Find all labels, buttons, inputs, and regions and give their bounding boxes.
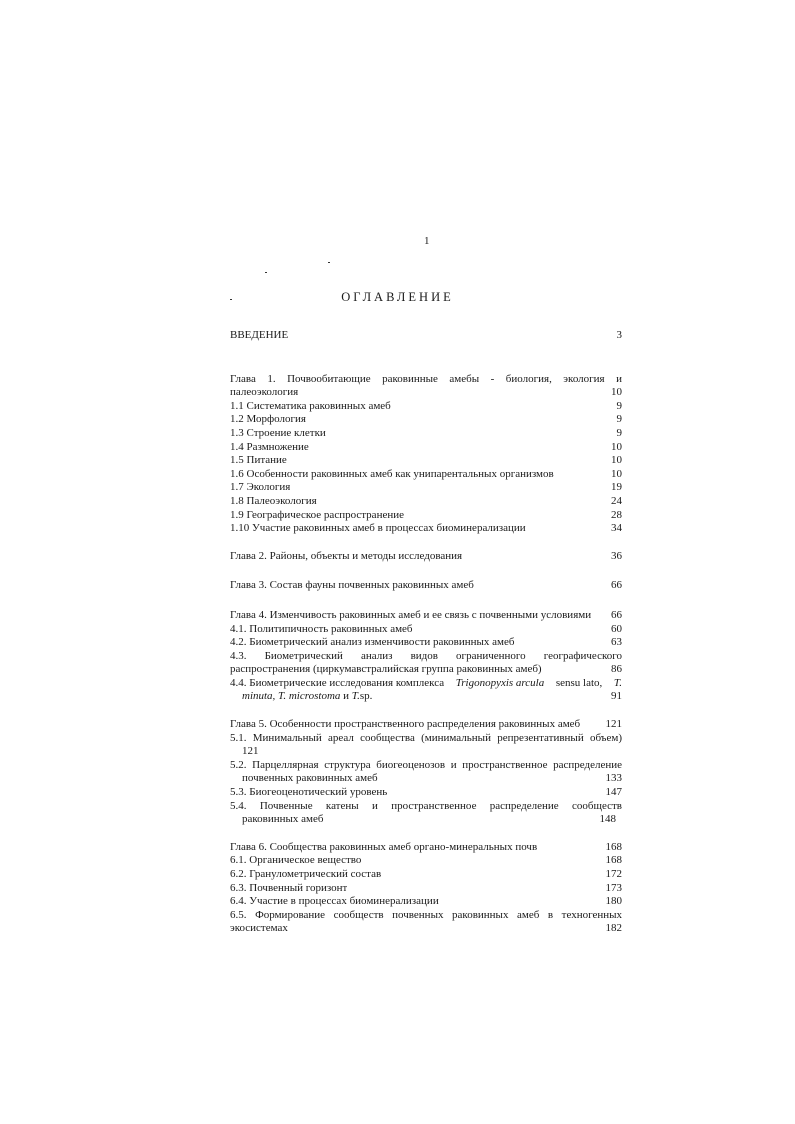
table-of-contents [230, 329, 622, 936]
toc-item-5-2[interactable]: 5.2. Парцеллярная структура биогеоценозов и пространственное распределение почвенных раковинных амеб 133 [230, 758, 622, 785]
toc-page-number: 3 [616, 329, 622, 341]
toc-page-number: 36 [611, 549, 622, 562]
toc-entry-text: Глава 3. Состав фауны почвенных раковинных амеб [230, 579, 474, 592]
toc-item-1-3[interactable]: 1.3 Строение клетки 9 [230, 426, 622, 439]
toc-item-1-10[interactable]: 1.10 Участие раковинных амеб в процессах биоминерализации 34 [230, 522, 622, 535]
toc-intro[interactable] [230, 329, 622, 343]
toc-chapter-1[interactable] [230, 373, 622, 400]
page-number: 1 [424, 235, 430, 247]
toc-item-4-1[interactable]: 4.1. Политипичность раковинных амеб 60 [230, 622, 622, 635]
toc-page-number: 168 [605, 840, 622, 853]
toc-entry-text: палеоэкология [230, 386, 299, 399]
toc-chapter-5[interactable] [230, 718, 622, 732]
scan-speck [328, 262, 330, 263]
toc-entry-text: Глава 2. Районы, объекты и методы исследования [230, 549, 463, 562]
toc-item-1-5[interactable]: 1.5 Питание 10 [230, 454, 622, 467]
toc-item-1-7[interactable]: 1.7 Экология 19 [230, 481, 622, 494]
toc-entry-text: ВВЕДЕНИЕ [230, 329, 289, 341]
toc-item-1-9[interactable]: 1.9 Географическое распространение 28 [230, 508, 622, 521]
toc-item-6-3[interactable]: 6.3. Почвенный горизонт 173 [230, 881, 622, 894]
scan-speck [265, 272, 267, 273]
toc-item-6-2[interactable]: 6.2. Гранулометрический состав 172 [230, 868, 622, 880]
toc-page-number: 66 [611, 608, 622, 621]
toc-entry-text: Глава 6. Сообщества раковинных амеб органо-минеральных почв [230, 840, 538, 853]
toc-chapter-2[interactable] [230, 550, 622, 564]
toc-item-4-2[interactable]: 4.2. Биометрический анализ изменчивости раковинных амеб 63 [230, 636, 622, 649]
toc-chapter-4[interactable] [230, 609, 622, 623]
toc-entry-text: Глава 4. Изменчивость раковинных амеб и ее связь с почвенными условиями [230, 608, 592, 621]
toc-item-1-1[interactable]: 1.1 Систематика раковинных амеб 9 [230, 399, 622, 412]
toc-item-6-4[interactable]: 6.4. Участие в процессах биоминерализации 180 [230, 895, 622, 908]
toc-item-1-8[interactable]: 1.8 Палеоэкология 24 [230, 494, 622, 507]
toc-item-6-5[interactable]: 6.5. Формирование сообществ почвенных раковинных амеб в техногенных экосистемах 182 [230, 908, 622, 935]
toc-chapter-3[interactable] [230, 579, 622, 593]
toc-item-4-4[interactable]: 4.4. Биометрические исследования комплекса Trigonopyxis arcula sensu lato, T. minuta, T. microstoma и T.sp. 91 [230, 676, 622, 703]
toc-entry-text: Глава 1. Почвообитающие раковинные амебы - биология, экология и [230, 372, 622, 385]
page-title: ОГЛАВЛЕНИЕ [341, 290, 454, 304]
toc-entry-text: Глава 5. Особенности пространственного распределения раковинных амеб [230, 718, 581, 731]
toc-page-number: 66 [611, 579, 622, 592]
toc-chapter-6[interactable] [230, 841, 622, 855]
toc-item-1-6[interactable]: 1.6 Особенности раковинных амеб как унипарентальных организмов 10 [230, 467, 622, 480]
toc-page-number: 121 [605, 718, 622, 731]
toc-item-1-4[interactable]: 1.4 Размножение 10 [230, 440, 622, 453]
toc-item-5-1[interactable]: 5.1. Минимальный ареал сообщества (минимальный репрезентативный объем) 121 [230, 731, 622, 758]
toc-item-5-3[interactable]: 5.3. Биогеоценотический уровень 147 [230, 786, 622, 799]
toc-item-6-1[interactable]: 6.1. Органическое вещество 168 [230, 854, 622, 867]
toc-item-1-2[interactable]: 1.2 Морфология 9 [230, 413, 622, 426]
toc-item-4-3[interactable]: 4.3. Биометрический анализ видов ограниченного географического распространения (циркумавстралийская группа раковинных амеб) 86 [230, 649, 622, 676]
toc-item-5-4[interactable]: 5.4. Почвенные катены и пространственное распределение сообществ раковинных амеб 148 [230, 799, 622, 826]
toc-page-number: 10 [611, 386, 622, 399]
